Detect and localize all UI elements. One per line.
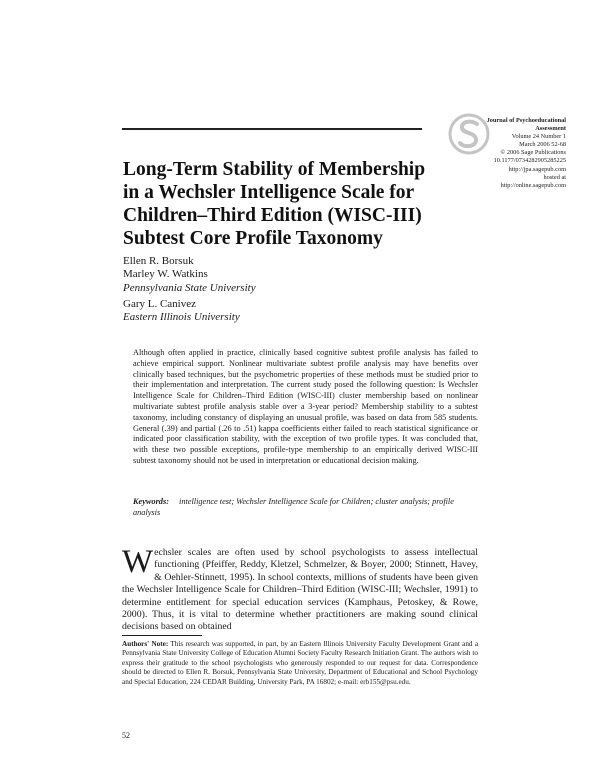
author-affiliation: Eastern Illinois University — [123, 311, 240, 324]
footnote-rule — [122, 635, 202, 636]
authors-note — [122, 640, 478, 687]
journal-info — [446, 117, 566, 190]
author-name: Gary L. Canivez — [123, 297, 196, 310]
journal-name: Journal of Psychoeducational — [486, 117, 566, 124]
authors-note-label: Authors' Note: — [122, 640, 169, 648]
journal-hosted: hosted at — [543, 173, 566, 181]
keywords — [133, 497, 478, 519]
header-rule — [122, 128, 422, 130]
author-affiliation: Pennsylvania State University — [123, 281, 256, 294]
journal-doi: 10.1177/0734282905285225 — [493, 157, 566, 165]
abstract: Although often applied in practice, clinically based cognitive subtest profile analysis has failed to achieve empirical support. Nonlinear multivariate subtest profile analysis may have benefits over clinically based techniques, but the psychometric properties of these methods must be studied prior to their implementation and interpretation. The current study posed the following question: Is Wechsler Intelligence Scale for Children–Third Edition (WISC-III) cluster membership based on nonlinear multivariate subtest profile analysis stable over a 3-year period? Membership stability to a subtest taxonomy, including constancy of displaying an unusual profile, was based on data from 585 students. General (.39) and partial (.26 to .51) kappa coefficients either failed to reach statistical significance or indicated poor classification stability, with the exception of two profile types. It was concluded that, with these two possible exceptions, profile-type membership to an empirically derived WISC-III subtest taxonomy should not be used in interpretation or educational decision making. — [133, 348, 478, 465]
authors-note-text: This research was supported, in part, by an Eastern Illinois University Faculty Development Grant and a Pennsylvania State University College of Education Alumni Society Faculty Research Initiation Grant. The authors wish to express their gratitude to the school psychologists who generously responded to our request for data. Correspondence should be directed to Ellen R. Borsuk, Pennsylvania State University, Department of Educational and School Psychology and Special Education, 224 CEDAR Building, University Park, PA 16802; e-mail: erb155@psu.edu. — [122, 640, 479, 686]
journal-url: http://jpa.sagepub.com — [508, 165, 566, 173]
journal-copyright: © 2006 Sage Publications — [500, 149, 566, 157]
journal-host-url: http://online.sagepub.com — [500, 181, 566, 189]
article-title — [123, 158, 443, 250]
author-block — [123, 255, 256, 324]
journal-volume: Volume 24 Number 1 — [511, 133, 566, 141]
journal-name-cont: Assessment — [535, 125, 566, 133]
title-line: in a Wechsler Intelligence Scale for — [123, 182, 415, 203]
body-text: echsler scales are often used by school psychologists to assess intellectual functioning (Pfeiffer, Reddy, Kletzel, Schmelzer, & Boyer, 2000; Stinnett, Havey, & Oehler-Stinnett, 1995). In school contexts, millions of students have been given the Wechsler Intelligence Scale for Children–Third Edition (WISC-III; Wechsler, 1991) to determine entitlement for special education services (Kamphaus, Petoskey, & Rowe, 2000). Thus, it is vital to determine whether practitioners are making sound clinical decisions based on obtained — [122, 547, 478, 633]
title-line: Long-Term Stability of Membership — [123, 159, 426, 180]
keywords-label: Keywords: — [133, 497, 169, 506]
title-line: Subtest Core Profile Taxonomy — [123, 228, 383, 249]
title-line: Children–Third Edition (WISC-III) — [123, 205, 422, 226]
author-name: Ellen R. Borsuk — [123, 255, 194, 267]
page-number: 52 — [122, 731, 130, 740]
keywords-list: intelligence test; Wechsler Intelligence Scale for Children; cluster analysis; profile analysis — [133, 497, 454, 517]
author-name: Marley W. Watkins — [123, 268, 208, 281]
drop-cap: W — [122, 544, 154, 580]
body-paragraph — [122, 544, 478, 634]
journal-date-pages: March 2006 52-68 — [519, 141, 566, 149]
